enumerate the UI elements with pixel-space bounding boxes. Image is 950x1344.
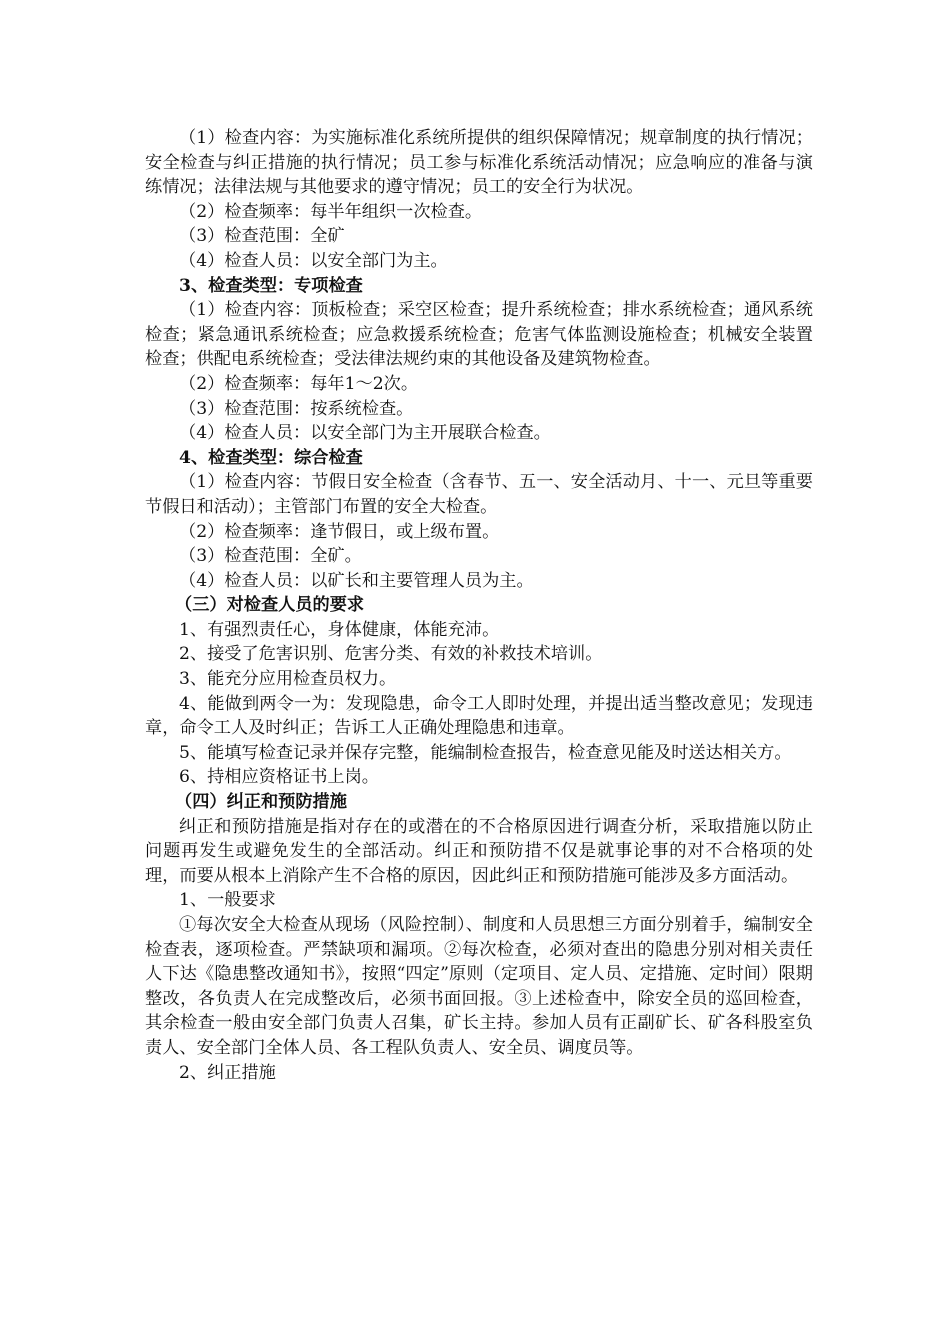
sec2-item-scope: （3）检查范围：全矿 (179, 226, 345, 247)
requirement-item: 4、能做到两令一为：发现隐患，命令工人即时处理，并提出适当整改意见；发现违章，命令工人及时纠正；告诉工人正确处理隐患和违章。 (145, 693, 813, 739)
section-heading-comprehensive-inspection: 4、检查类型：综合检查 (179, 447, 363, 468)
requirement-item: 3、能充分应用检查员权力。 (179, 669, 397, 690)
sec3-item-content: （1）检查内容：顶板检查；采空区检查；提升系统检查；排水系统检查；通风系统检查；紧急通讯系统检查；应急救援系统检查；危害气体监测设施检查；机械安全装置检查；供配电系统检查；受法律法规约束的其他设备及建筑物检查。 (145, 300, 813, 370)
corrective-measures-heading: 2、纠正措施 (179, 1062, 276, 1083)
sec3-item-frequency: （2）检查频率：每年1～2次。 (179, 373, 419, 394)
sec4-item-personnel: （4）检查人员：以矿长和主要管理人员为主。 (179, 570, 534, 591)
sec2-item-personnel: （4）检查人员：以安全部门为主。 (179, 250, 448, 271)
section-heading-inspector-requirements: （三）对检查人员的要求 (175, 595, 365, 616)
sec2-item-content: （1）检查内容：为实施标准化系统所提供的组织保障情况；规章制度的执行情况；安全检查与纠正措施的执行情况；员工参与标准化系统活动情况；应急响应的准备与演练情况；法律法规与其他要求的遵守情况；员工的安全行为状况。 (145, 128, 813, 198)
corrective-intro-paragraph: 纠正和预防措施是指对存在的或潜在的不合格原因进行调查分析，采取措施以防止问题再发生或避免发生的全部活动。纠正和预防措不仅是就事论事的对不合格项的处理，而要从根本上消除产生不合格的原因，因此纠正和预防措施可能涉及多方面活动。 (145, 816, 813, 886)
requirement-item: 6、持相应资格证书上岗。 (179, 767, 379, 788)
general-requirements-heading: 1、一般要求 (179, 890, 276, 911)
sec4-item-scope: （3）检查范围：全矿。 (179, 546, 362, 567)
document-page (145, 126, 813, 1085)
requirement-item: 1、有强烈责任心，身体健康，体能充沛。 (179, 619, 500, 640)
sec3-item-scope: （3）检查范围：按系统检查。 (179, 398, 414, 419)
requirement-item: 5、能填写检查记录并保存完整，能编制检查报告，检查意见能及时送达相关方。 (179, 742, 792, 763)
sec4-item-content: （1）检查内容：节假日安全检查（含春节、五一、安全活动月、十一、元旦等重要节假日和活动）；主管部门布置的安全大检查。 (145, 472, 813, 517)
sec4-item-frequency: （2）检查频率：逢节假日，或上级布置。 (179, 521, 500, 542)
section-heading-special-inspection: 3、检查类型：专项检查 (179, 275, 363, 296)
sec3-item-personnel: （4）检查人员：以安全部门为主开展联合检查。 (179, 423, 551, 444)
general-requirements-paragraph: ①每次安全大检查从现场（风险控制）、制度和人员思想三方面分别着手，编制安全检查表，逐项检查。严禁缺项和漏项。②每次检查，必须对查出的隐患分别对相关责任人下达《隐患整改通知书》，按照“四定”原则（定项目、定人员、定措施、定时间）限期整改，各负责人在完成整改后，必须书面回报。③上述检查中，除安全员的巡回检查，其余检查一般由安全部门负责人召集，矿长主持。参加人员有正副矿长、矿各科股室负责人、安全部门全体人员、各工程队负责人、安全员、调度员等。 (145, 915, 813, 1058)
section-heading-corrective-preventive: （四）纠正和预防措施 (175, 792, 347, 813)
sec2-item-frequency: （2）检查频率：每半年组织一次检查。 (179, 201, 483, 222)
requirement-item: 2、接受了危害识别、危害分类、有效的补救技术培训。 (179, 644, 603, 665)
